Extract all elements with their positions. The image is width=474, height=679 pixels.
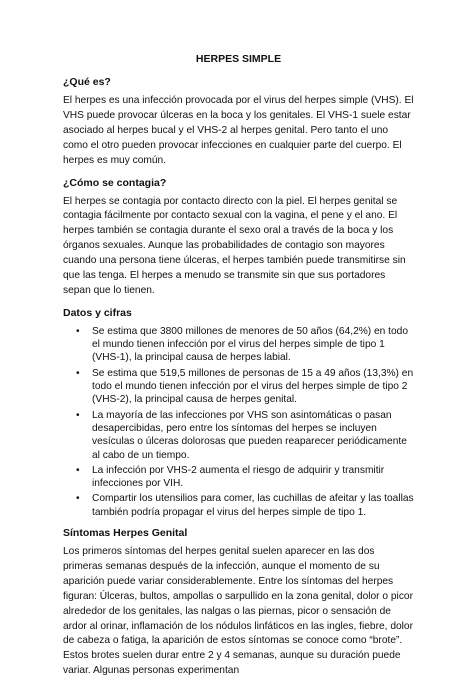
list-item — [63, 464, 414, 491]
section-paragraph: El herpes se contagia por contacto directo con la piel. El herpes genital se contagia fácilmente por contacto sexual con la vagina, el pene y el ano. El herpes también se contagia durante el sexo oral a través de la boca y los órganos sexuales. Aunque las probabilidades de contagio son mayores cuando una persona tiene úlceras, el herpes también puede transmitirse sin que las tenga. El herpes a menudo se transmite sin que sus portadores sepan que lo tienen. — [63, 195, 406, 296]
section-heading: ¿Cómo se contagia? — [63, 176, 167, 189]
list-item-text: Se estima que 519,5 millones de personas de 15 a 49 años (13,3%) en todo el mundo tienen infección por el virus del herpes simple de tipo 2 (VHS-2), la principal causa de herpes genital. — [92, 367, 414, 406]
list-item-text: La mayoría de las infecciones por VHS son asintomáticas o pasan desapercibidas, pero entre los síntomas del herpes se incluyen vesículas o úlceras dolorosas que pueden reaparecer periódicamente al cabo de un tiempo. — [92, 409, 407, 461]
list-item — [63, 367, 414, 407]
section-heading: Síntomas Herpes Genital — [63, 527, 188, 540]
section-paragraph: Los primeros síntomas del herpes genital suelen aparecer en las dos primeras semanas después de la infección, aunque el momento de su aparición puede variar considerablemente. Entre los síntomas del herpes figuran: Úlceras, bultos, ampollas o sarpullido en la zona genital, dolor o picor alrededor de los genitales, las nalgas o las piernas, picor o sensación de ardor al orinar, inflamación de los nódulos linfáticos en las ingles, fiebre, dolor de cabeza o fatiga, la aparición de estos síntomas se conoce como “brote”. Estos brotes suelen durar entre 2 y 4 semanas, aunque su duración puede variar. Algunas personas experimentan — [63, 546, 413, 677]
list-item-text: Compartir los utensilios para comer, las cuchillas de afeitar y las toallas también podría propagar el virus del herpes simple de tipo 1. — [92, 493, 414, 518]
list-item-text: Se estima que 3800 millones de menores de 50 años (64,2%) en todo el mundo tienen infección por el virus del herpes simple de tipo 1 (VHS-1), la principal causa de herpes labial. — [92, 325, 409, 364]
bullet-icon: • — [76, 493, 80, 505]
section-paragraph: El herpes es una infección provocada por el virus del herpes simple (VHS). El VHS puede provocar úlceras en la boca y los genitales. El VHS-1 suele estar asociado al herpes bucal y el VHS-2 al herpes genital. Pero tanto el uno como el otro pueden provocar infecciones en cualquier parte del cuerpo. El herpes es muy común. — [63, 95, 414, 166]
bullet-icon: • — [76, 464, 80, 476]
document-title: HERPES SIMPLE — [195, 53, 282, 65]
list-item — [63, 325, 414, 365]
section-datos-y-cifras — [63, 307, 414, 519]
list-item-text: La infección por VHS-2 aumenta el riesgo de adquirir y transmitir infecciones por VIH. — [92, 464, 385, 490]
section-como-se-contagia — [63, 177, 414, 299]
section-sintomas-herpes-genital — [63, 527, 414, 679]
list-item — [63, 492, 414, 519]
bullet-icon: • — [76, 409, 80, 421]
bullet-icon: • — [76, 325, 80, 337]
facts-list — [63, 325, 414, 519]
bullet-icon: • — [76, 367, 80, 379]
section-heading: ¿Qué es? — [63, 76, 111, 88]
section-heading: Datos y cifras — [63, 306, 132, 319]
section-que-es — [63, 76, 414, 169]
list-item — [63, 409, 414, 462]
